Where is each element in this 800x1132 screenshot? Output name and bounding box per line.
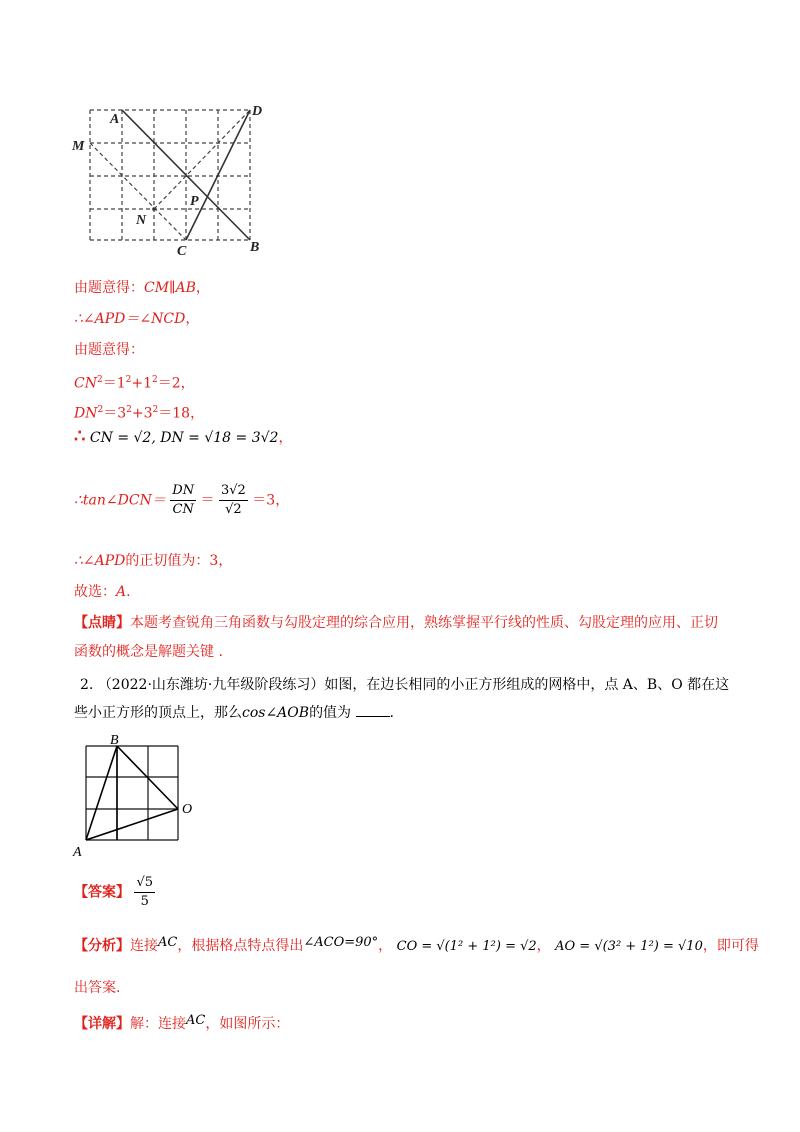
- label-n: N: [136, 213, 147, 228]
- label-d: D: [252, 104, 263, 119]
- label-a-2: A: [73, 845, 82, 860]
- label-c: C: [177, 244, 187, 259]
- question-2-line-2: 些小正方形的顶点上，那么cos∠AOB的值为 .: [74, 705, 394, 721]
- answer-fraction: $\frac{√5}{5}$: [136, 875, 154, 909]
- label-p: P: [190, 194, 199, 209]
- solution-line-5: $DN^2=3^2+3^2=18$，: [74, 405, 205, 422]
- analysis-line-1: 【分析】连接AC，根据格点特点得出∠ACO=90°， CO = √(1² + 1²) = √2， AO = √(3² + 1²) = √10，即可得: [74, 935, 759, 954]
- solution-line-3: 由题意得：: [74, 342, 144, 358]
- fraction-dn-cn: $\frac{DN}{CN}$: [172, 483, 195, 517]
- solution-line-8: ∴∠APD的正切值为：3，: [74, 553, 233, 569]
- solution-line-7: ∴tan∠DCN＝ $\frac{DN}{CN}$ ＝ $\frac{3√2}{√2}$ ＝3，: [74, 483, 290, 517]
- segment-ao: [86, 809, 178, 840]
- solution-line-2: ∴∠APD＝∠NCD，: [74, 311, 200, 327]
- label-b-2: B: [110, 733, 119, 748]
- answer-2: 【答案】 $\frac{√5}{5}$: [74, 875, 154, 909]
- solution-line-1: 由题意得：CM∥AB，: [74, 280, 210, 296]
- answer-blank: [356, 704, 390, 717]
- figure-2-grid: [72, 732, 212, 860]
- segment-ab-2: [86, 746, 117, 840]
- label-a: A: [110, 112, 120, 127]
- detail-line-1: 【详解】解：连接AC，如图所示：: [74, 1013, 290, 1032]
- question-2-line-1: 2. （2022·山东潍坊·九年级阶段练习）如图，在边长相同的小正方形组成的网格中，点 A、B、O 都在这: [80, 677, 730, 693]
- label-b: B: [250, 240, 260, 255]
- label-m: M: [72, 139, 85, 154]
- solution-line-6: ∴ CN = √2, DN = √18 = 3√2，: [74, 426, 293, 447]
- comment-line-1: 【点睛】本题考查锐角三角函数与勾股定理的综合应用，熟练掌握平行线的性质、勾股定理的应用、正切: [74, 615, 718, 631]
- analysis-line-2: 出答案.: [74, 980, 121, 996]
- fraction-3root2-root2: $\frac{3√2}{√2}$: [221, 483, 246, 517]
- solution-line-4: $CN^2=1^2+1^2=2$，: [74, 375, 195, 392]
- comment-line-2: 函数的概念是解题关键 .: [74, 644, 223, 660]
- segment-cd: [186, 110, 250, 240]
- figure-1-grid: [70, 100, 270, 260]
- solution-line-9: 故选：A.: [74, 584, 131, 600]
- label-o: O: [182, 802, 193, 817]
